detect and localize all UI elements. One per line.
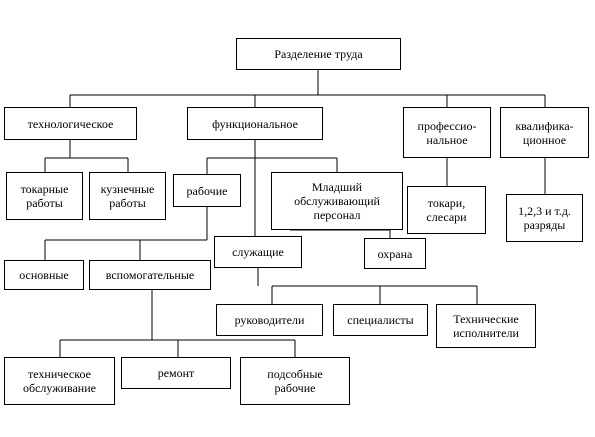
main-box: основные bbox=[4, 260, 84, 290]
employees-box: служащие bbox=[214, 236, 302, 268]
repair-box: ремонт bbox=[121, 357, 231, 389]
turning-box: токарные работы bbox=[6, 172, 83, 220]
grades-box: 1,2,3 и т.д. разряды bbox=[506, 194, 583, 242]
technical-performers-box: Технические исполнители bbox=[436, 304, 536, 348]
forging-box: кузнечные работы bbox=[89, 172, 166, 220]
workers-box: рабочие bbox=[173, 174, 241, 207]
qualification-box: квалифика- ционное bbox=[500, 107, 589, 158]
helpers-box: подсобные рабочие bbox=[240, 357, 350, 405]
professional-box: професcио- нальное bbox=[403, 107, 491, 158]
security-box: охрана bbox=[364, 238, 426, 269]
maintenance-box: техническое обслуживание bbox=[4, 357, 115, 405]
functional-box: функциональное bbox=[187, 107, 323, 140]
specialists-box: специалисты bbox=[333, 304, 428, 336]
technological-box: технологическое bbox=[4, 107, 137, 140]
junior-staff-box: Младший обслуживающий персонал bbox=[271, 172, 403, 230]
auxiliary-box: вспомогательные bbox=[89, 260, 211, 290]
turners-box: токари, слесари bbox=[407, 186, 486, 234]
managers-box: руководители bbox=[216, 304, 323, 336]
root-box: Разделение труда bbox=[236, 38, 401, 70]
